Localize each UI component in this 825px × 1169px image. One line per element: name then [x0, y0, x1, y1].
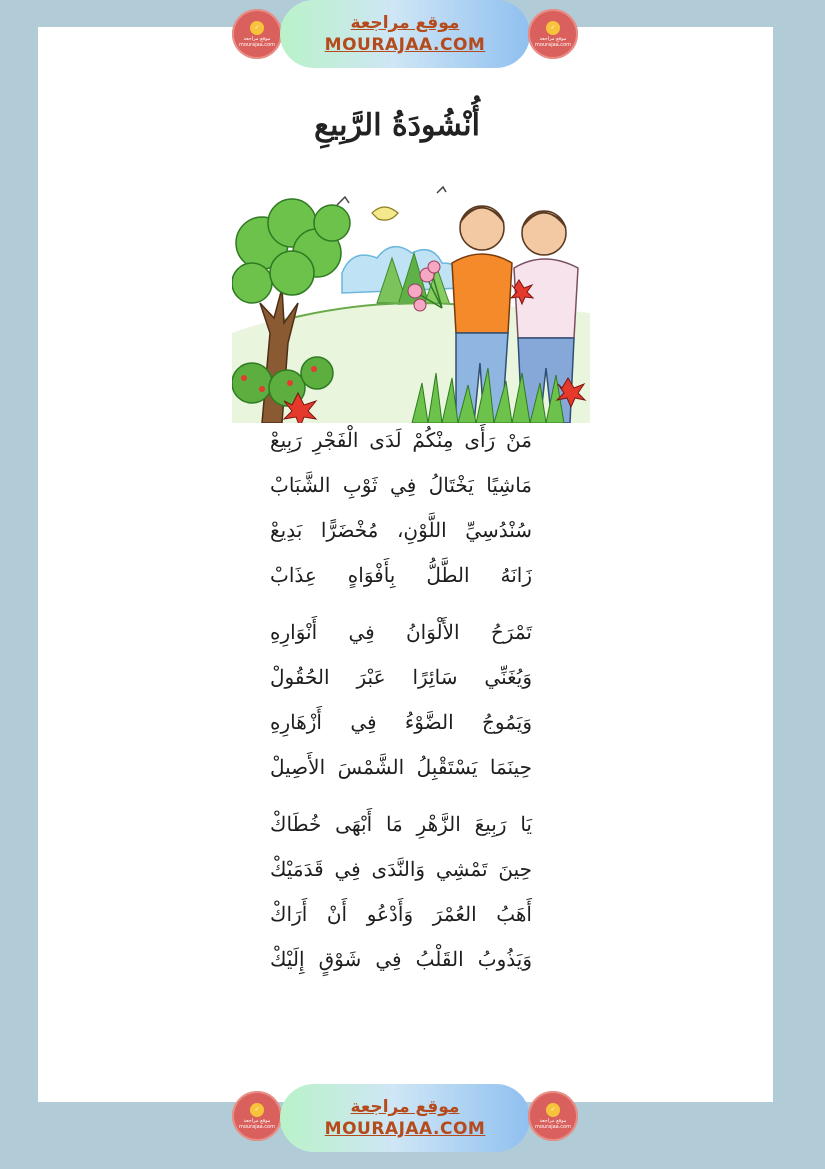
verse-line: تَمْرَحُ الأَلْوَانُ فِي أَنْوَارِهِ	[270, 620, 532, 644]
logo-badge-text: موقع مراجعة mourajaa.com	[534, 1117, 571, 1130]
verse-line: وَيُغَنِّي سَائِرًا عَبْرَ الحُقُولْ	[270, 665, 532, 689]
stanza	[270, 802, 532, 982]
verse-line: وَيَذُوبُ القَلْبُ فِي شَوْقٍ إِلَيْكْ	[270, 947, 532, 971]
logo-badge-text: موقع مراجعة mourajaa.com	[238, 35, 275, 48]
logo-icon: ✓	[546, 21, 560, 35]
stanza	[270, 610, 532, 790]
verse-line: مَنْ رَأَى مِنْكُمْ لَدَى الْفَجْرِ رَبِيعْ	[270, 428, 532, 452]
site-link-pill[interactable]	[280, 0, 530, 68]
verse-line: زَانَهُ الطَّلُّ بِأَفْوَاهٍ عِذَابْ	[270, 563, 532, 587]
site-logo-badge	[232, 9, 282, 59]
site-logo-badge	[232, 1091, 282, 1141]
verse-line: وَيَمُوجُ الضَّوْءُ فِي أَزْهَارِهِ	[270, 710, 532, 734]
spring-scene-illustration	[232, 183, 590, 423]
logo-icon: ✓	[546, 1103, 560, 1117]
site-link-pill[interactable]	[280, 1084, 530, 1152]
verse-line: يَا رَبِيعَ الزَّهْرِ مَا أَبْهَى خُطَاكْ	[270, 812, 532, 836]
poem-body	[270, 418, 532, 994]
logo-icon: ✓	[250, 1103, 264, 1117]
site-logo-badge	[528, 9, 578, 59]
site-logo-badge	[528, 1091, 578, 1141]
logo-icon: ✓	[250, 21, 264, 35]
site-banner-top[interactable]	[232, 0, 578, 70]
site-name-arabic[interactable]: موقع مراجعة	[350, 1097, 460, 1117]
logo-badge-text: موقع مراجعة mourajaa.com	[534, 35, 571, 48]
poem-title: أُنْشُودَةُ الرَّبِيعِ	[314, 108, 480, 143]
verse-line: مَاشِيًا يَخْتَالُ فِي ثَوْبِ الشَّبَابْ	[270, 473, 532, 497]
site-domain-link[interactable]: MOURAJAA.COM	[324, 35, 486, 55]
stanza	[270, 418, 532, 598]
verse-line: سُنْدُسِيِّ اللَّوْنِ، مُخْضَرًّا بَدِيعْ	[270, 518, 532, 542]
logo-badge-text: موقع مراجعة mourajaa.com	[238, 1117, 275, 1130]
verse-line: أَهَبُ العُمْرَ وَأَدْعُو أَنْ أَرَاكْ	[270, 902, 532, 926]
site-banner-bottom[interactable]	[232, 1082, 578, 1152]
verse-line: حِينَ تَمْشِي وَالنَّدَى فِي قَدَمَيْكْ	[270, 857, 532, 881]
site-domain-link[interactable]: MOURAJAA.COM	[324, 1119, 486, 1139]
site-name-arabic[interactable]: موقع مراجعة	[350, 13, 460, 33]
verse-line: حِينَمَا يَسْتَقْبِلُ الشَّمْسَ الأَصِيلْ	[270, 755, 532, 779]
